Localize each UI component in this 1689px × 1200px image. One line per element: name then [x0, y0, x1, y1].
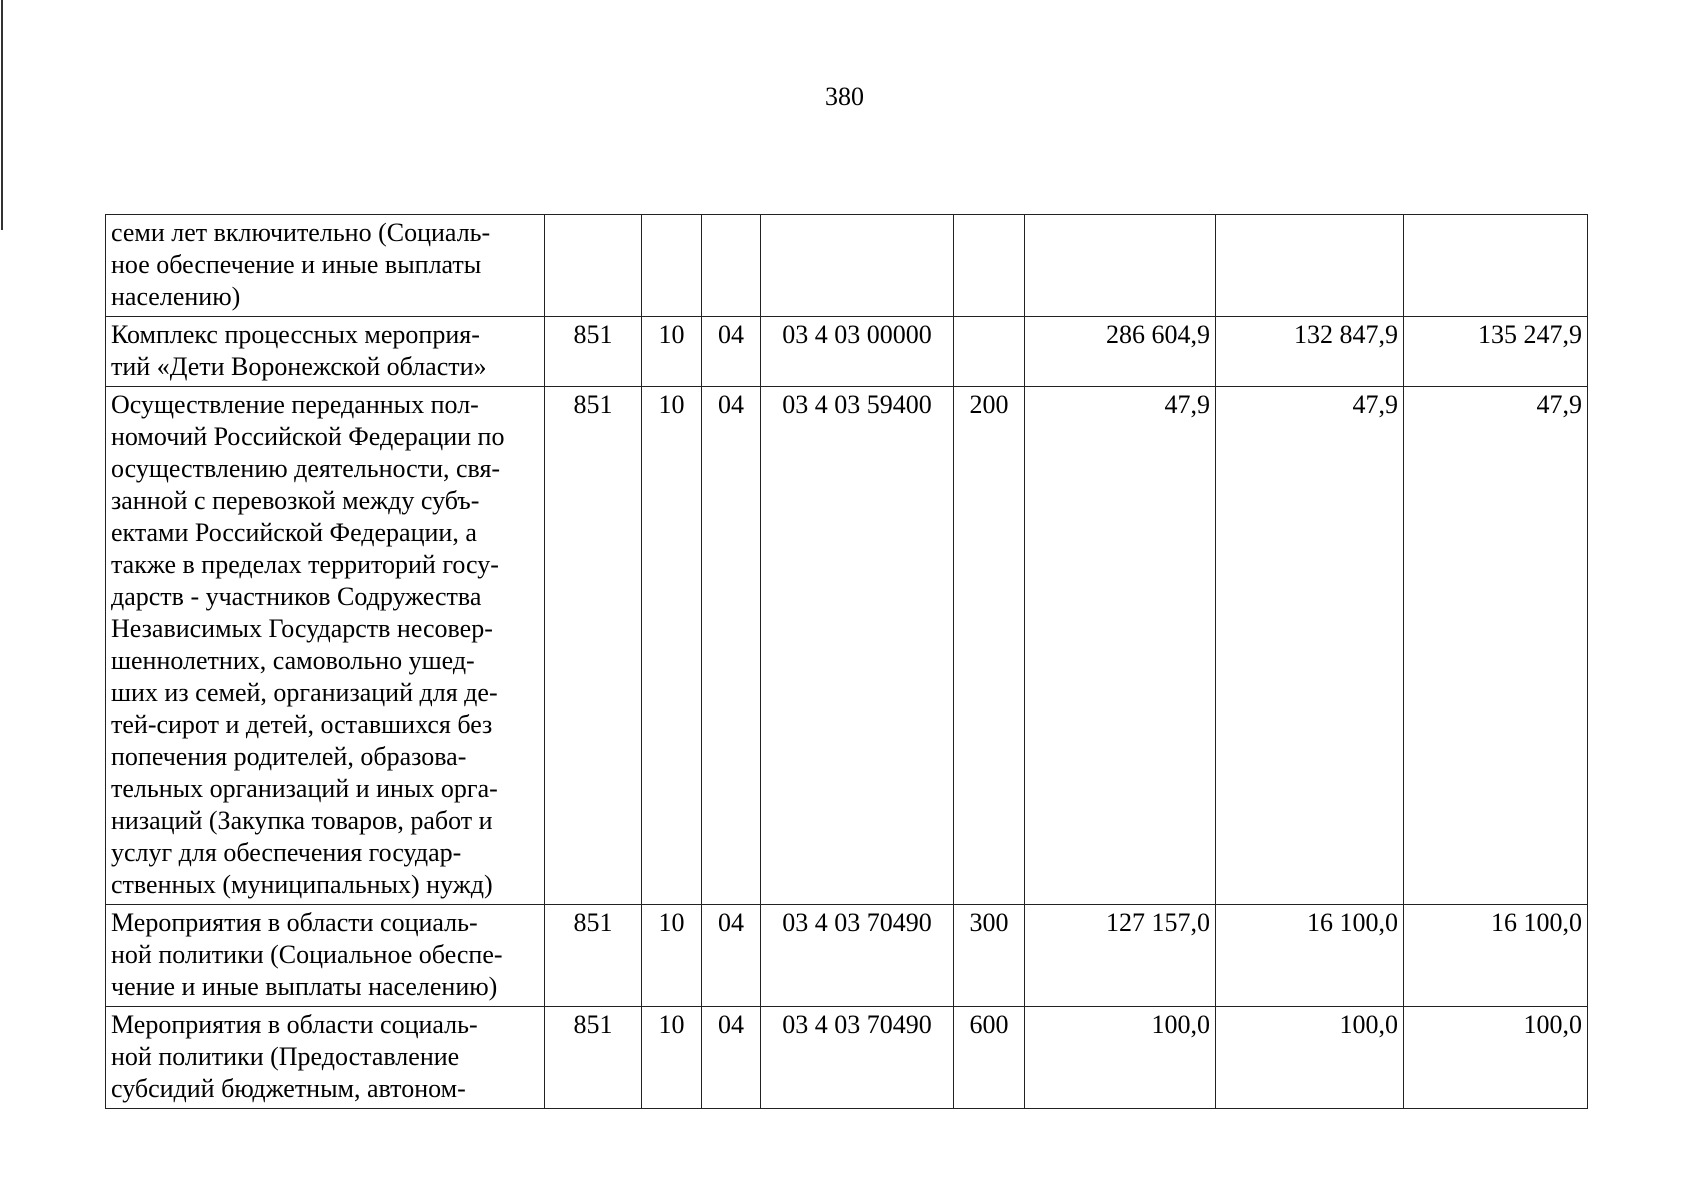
cell-description — [106, 317, 545, 387]
table-row — [106, 1007, 1588, 1109]
cell-vr — [954, 317, 1025, 387]
cell-gr: 851 — [545, 387, 642, 905]
cell-sum-3: 47,9 — [1404, 387, 1588, 905]
scan-edge-line — [1, 0, 3, 230]
table-body — [106, 215, 1588, 1109]
cell-sum-1: 286 604,9 — [1025, 317, 1216, 387]
cell-description — [106, 387, 545, 905]
description-line: ной политики (Предоставление — [111, 1042, 460, 1071]
description-line: также в пределах территорий госу- — [111, 550, 499, 579]
description-line: ной политики (Социальное обеспе- — [111, 940, 503, 969]
table-row — [106, 905, 1588, 1007]
cell-csr — [761, 215, 954, 317]
cell-gr: 851 — [545, 317, 642, 387]
cell-sum-3 — [1404, 215, 1588, 317]
cell-sum-2 — [1216, 215, 1404, 317]
description-line: дарств - участников Содружества — [111, 582, 482, 611]
description-line: Комплекс процессных мероприя- — [111, 320, 480, 349]
cell-sum-3: 100,0 — [1404, 1007, 1588, 1109]
description-line: субсидий бюджетным, автоном- — [111, 1074, 466, 1103]
description-line: тий «Дети Воронежской области» — [111, 352, 487, 381]
cell-csr: 03 4 03 00000 — [761, 317, 954, 387]
cell-vr: 200 — [954, 387, 1025, 905]
cell-vr: 300 — [954, 905, 1025, 1007]
description-line: чение и иные выплаты населению) — [111, 972, 498, 1001]
description-line: шеннолетних, самовольно ушед- — [111, 646, 475, 675]
cell-vr: 600 — [954, 1007, 1025, 1109]
cell-csr: 03 4 03 70490 — [761, 905, 954, 1007]
cell-rz: 10 — [642, 905, 702, 1007]
cell-sum-1 — [1025, 215, 1216, 317]
cell-gr: 851 — [545, 1007, 642, 1109]
cell-description — [106, 215, 545, 317]
cell-sum-3: 16 100,0 — [1404, 905, 1588, 1007]
cell-pr: 04 — [702, 317, 761, 387]
cell-sum-2: 47,9 — [1216, 387, 1404, 905]
cell-sum-1: 47,9 — [1025, 387, 1216, 905]
description-line: номочий Российской Федерации по — [111, 422, 505, 451]
description-line: ших из семей, организаций для де- — [111, 678, 498, 707]
cell-description — [106, 1007, 545, 1109]
cell-sum-1: 100,0 — [1025, 1007, 1216, 1109]
description-line: услуг для обеспечения государ- — [111, 838, 462, 867]
cell-pr: 04 — [702, 1007, 761, 1109]
cell-gr — [545, 215, 642, 317]
cell-sum-2: 132 847,9 — [1216, 317, 1404, 387]
description-line: Мероприятия в области социаль- — [111, 1010, 478, 1039]
table-row — [106, 215, 1588, 317]
cell-rz — [642, 215, 702, 317]
cell-pr: 04 — [702, 905, 761, 1007]
description-line: ственных (муниципальных) нужд) — [111, 870, 493, 899]
description-line: осуществлению деятельности, свя- — [111, 454, 501, 483]
cell-sum-2: 16 100,0 — [1216, 905, 1404, 1007]
cell-sum-2: 100,0 — [1216, 1007, 1404, 1109]
description-line: населению) — [111, 282, 241, 311]
cell-gr: 851 — [545, 905, 642, 1007]
description-line: тельных организаций и иных орга- — [111, 774, 498, 803]
cell-sum-3: 135 247,9 — [1404, 317, 1588, 387]
cell-pr: 04 — [702, 387, 761, 905]
table-row — [106, 387, 1588, 905]
description-line: Независимых Государств несовер- — [111, 614, 493, 643]
description-line: попечения родителей, образова- — [111, 742, 467, 771]
description-line: тей-сирот и детей, оставшихся без — [111, 710, 493, 739]
description-line: Мероприятия в области социаль- — [111, 908, 478, 937]
cell-csr: 03 4 03 59400 — [761, 387, 954, 905]
budget-table — [105, 214, 1588, 1109]
cell-pr — [702, 215, 761, 317]
cell-sum-1: 127 157,0 — [1025, 905, 1216, 1007]
table-row — [106, 317, 1588, 387]
cell-rz: 10 — [642, 1007, 702, 1109]
cell-vr — [954, 215, 1025, 317]
description-line: Осуществление переданных пол- — [111, 390, 479, 419]
description-line: ектами Российской Федерации, а — [111, 518, 477, 547]
cell-rz: 10 — [642, 387, 702, 905]
cell-rz: 10 — [642, 317, 702, 387]
description-line: занной с перевозкой между субъ- — [111, 486, 480, 515]
description-line: низаций (Закупка товаров, работ и — [111, 806, 493, 835]
cell-csr: 03 4 03 70490 — [761, 1007, 954, 1109]
cell-description — [106, 905, 545, 1007]
description-line: семи лет включительно (Социаль- — [111, 218, 491, 247]
page-number: 380 — [825, 82, 864, 111]
description-line: ное обеспечение и иные выплаты — [111, 250, 482, 279]
